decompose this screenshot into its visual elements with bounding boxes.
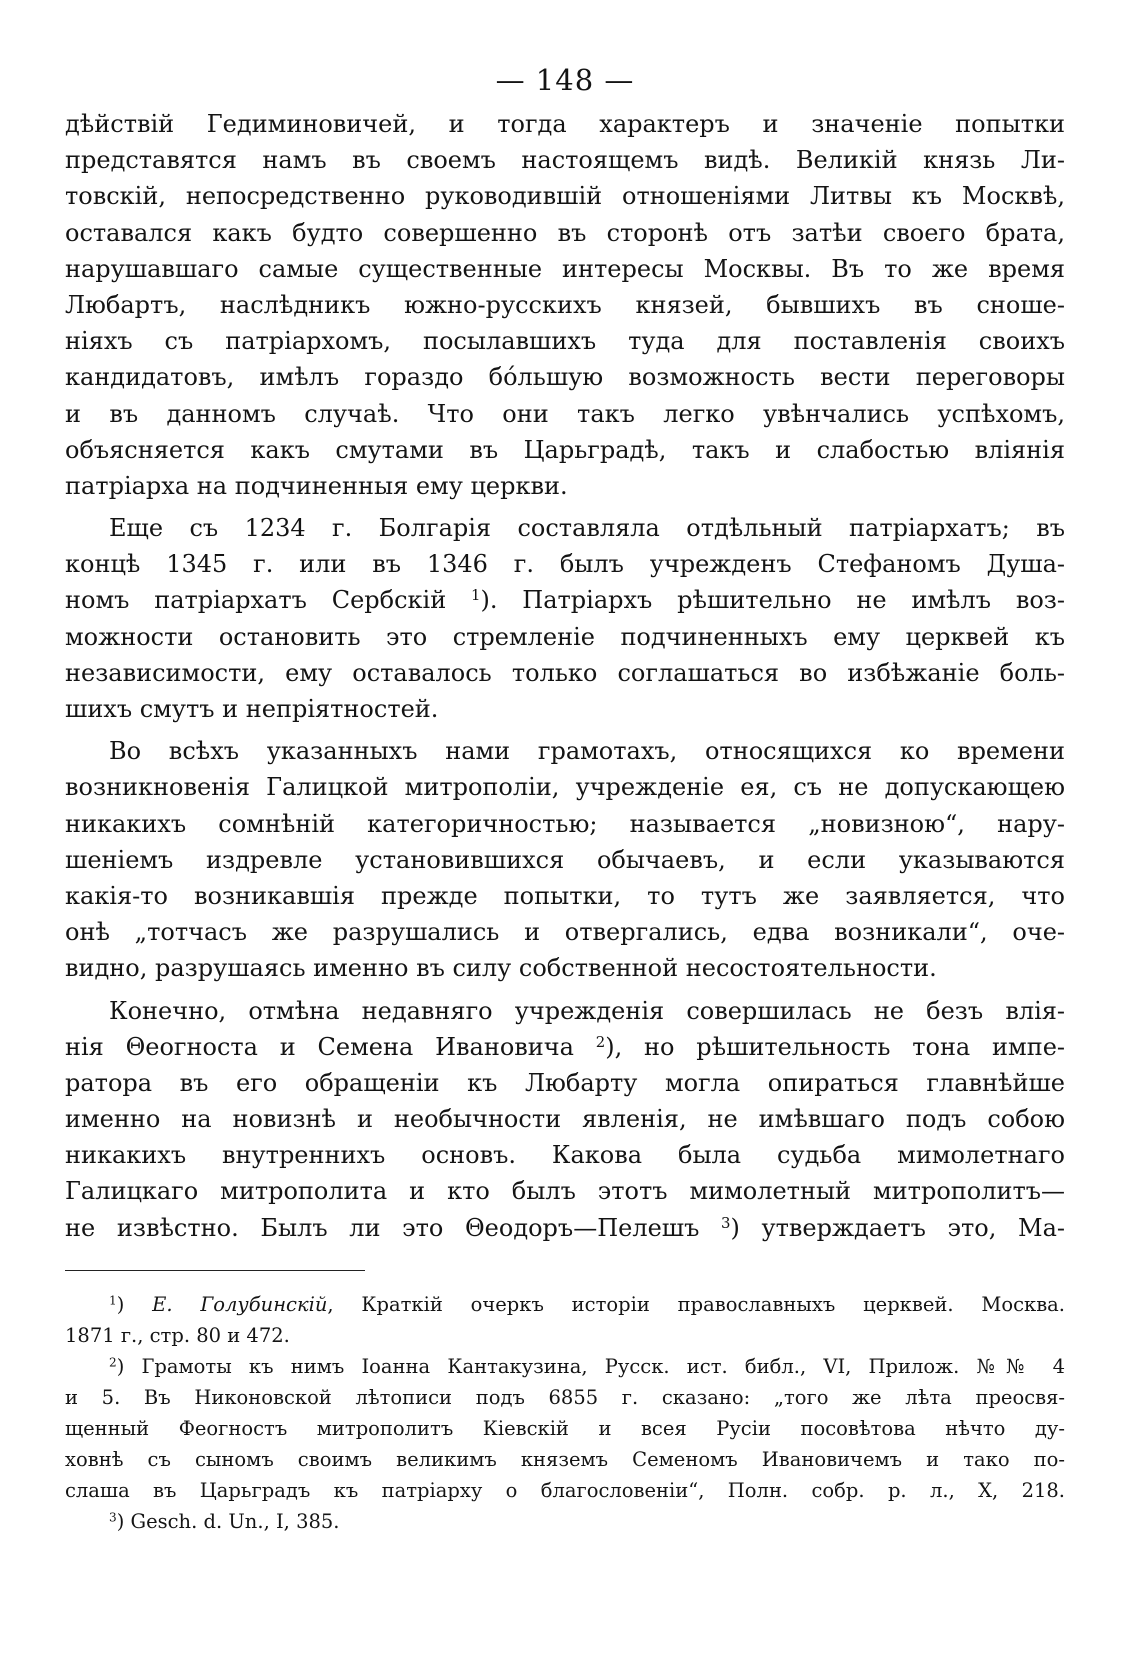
paragraph-3 bbox=[65, 733, 1065, 986]
text-line: кандидатовъ, имѣлъ гораздо бóльшую возможность вести переговоры bbox=[65, 363, 1065, 392]
text-line: патріарха на подчиненныя ему церкви. bbox=[65, 471, 568, 500]
footnote-divider bbox=[65, 1270, 365, 1271]
footnote-ref-1: 1 bbox=[471, 586, 481, 605]
paragraph-2 bbox=[65, 510, 1065, 727]
text-line: можности остановить это стремленіе подчиненныхъ ему церквей къ bbox=[65, 622, 1065, 651]
text-fragment: ) утверждаетъ это, Ма- bbox=[730, 1213, 1065, 1242]
footnote-mark: 2 bbox=[109, 1355, 117, 1370]
text-fragment: нія Θеогноста и Семена Ивановича bbox=[65, 1032, 596, 1061]
footnote-ref-3: 3 bbox=[721, 1213, 731, 1232]
text-line: шихъ смутъ и непріятностей. bbox=[65, 695, 439, 723]
footnote-ref-2: 2 bbox=[595, 1032, 606, 1051]
text-line: дѣйствій Гедиминовичей, и тогда характеръ и значеніе попытки bbox=[65, 110, 1065, 138]
footnote-line: $^1$) Е. Голубинскій, Краткій очеркъ исторіи православныхъ церквей. Москва. bbox=[109, 1292, 1065, 1316]
main-text bbox=[65, 106, 1065, 1246]
footnote-2 bbox=[65, 1351, 1065, 1506]
paragraph-1 bbox=[65, 106, 1065, 504]
footnote-mark: 3 bbox=[109, 1510, 117, 1525]
paragraph-4 bbox=[65, 993, 1065, 1246]
text-line: никакихъ внутреннихъ основъ. Какова была судьба мимолетнаго bbox=[65, 1141, 1065, 1170]
text-line: шеніемъ издревле установившихся обычаевъ, и если указываются bbox=[65, 845, 1065, 874]
text-line: ратора въ его обращеніи къ Любарту могла опираться главнѣйше bbox=[65, 1068, 1065, 1097]
footnotes bbox=[65, 1289, 1065, 1537]
text-line: оставался какъ будто совершенно въ сторонѣ отъ затѣи своего брата, bbox=[65, 218, 1065, 247]
text-fragment: ) Грамоты къ нимъ Іоанна Кантакузина, Русск. ист. библ., VI, Прилож. №№ 4 bbox=[116, 1354, 1065, 1378]
text-line: онѣ „тотчасъ же разрушались и отвергались, едва возникали“, оче- bbox=[65, 918, 1065, 947]
text-fragment: , Краткій очеркъ исторіи православныхъ церквей. Москва. bbox=[327, 1292, 1065, 1316]
footnote-line: слаша въ Царьградъ къ патріарху о благословеніи“, Полн. собр. р. л., X, 218. bbox=[65, 1478, 1065, 1502]
text-line bbox=[65, 1029, 1065, 1065]
text-line: именно на новизнѣ и необычности явленія, не имѣвшаго подъ собою bbox=[65, 1105, 1065, 1134]
footnote-line: и 5. Въ Никоновской лѣтописи подъ 6855 г. сказано: „того же лѣта преосвя- bbox=[65, 1385, 1065, 1409]
text-line: возникновенія Галицкой митрополіи, учрежденіе ея, съ не допускающею bbox=[65, 773, 1065, 802]
footnote-1 bbox=[65, 1289, 1065, 1351]
footnote-author: Е. Голубинскій bbox=[152, 1292, 328, 1316]
footnote-line: щенный Феогностъ митрополитъ Кіевскій и всея Русіи посовѣтова нѣчто ду- bbox=[65, 1416, 1065, 1440]
text-fragment: ), но рѣшительность тона импе- bbox=[605, 1032, 1066, 1061]
text-line: независимости, ему оставалось только соглашаться во избѣжаніе боль- bbox=[65, 658, 1065, 687]
text-line bbox=[65, 582, 1065, 618]
text-fragment: номъ патріархатъ Сербскій bbox=[65, 586, 472, 615]
footnote-line: 1871 г., стр. 80 и 472. bbox=[65, 1323, 290, 1347]
text-line: видно, разрушаясь именно въ силу собственной несостоятельности. bbox=[65, 954, 937, 983]
footnote-line bbox=[65, 1351, 1065, 1382]
footnote-3 bbox=[65, 1506, 1065, 1537]
text-fragment: ). Патріархъ рѣшительно не имѣлъ воз- bbox=[480, 586, 1065, 615]
text-line: концѣ 1345 г. или въ 1346 г. былъ учрежденъ Стефаномъ Душа- bbox=[65, 550, 1065, 579]
footnote-line bbox=[65, 1506, 1065, 1537]
footnote-line: ховнѣ съ сыномъ своимъ великимъ княземъ Семеномъ Ивановичемъ и тако по- bbox=[65, 1447, 1065, 1471]
text-line: никакихъ сомнѣній категоричностью; называется „новизною“, нару- bbox=[65, 809, 1065, 838]
text-fragment: ) Gesch. d. Un., I, 385. bbox=[116, 1509, 340, 1533]
text-line: Галицкаго митрополита и кто былъ этотъ мимолетный митрополитъ— bbox=[65, 1177, 1065, 1206]
footnote-mark: 1 bbox=[109, 1293, 117, 1308]
text-line: Любартъ, наслѣдникъ южно-русскихъ князей, бывшихъ въ сноше- bbox=[65, 290, 1065, 319]
text-line bbox=[65, 1210, 1065, 1246]
text-line: товскій, непосредственно руководившій отношеніями Литвы къ Москвѣ, bbox=[65, 182, 1065, 211]
text-line: представятся намъ въ своемъ настоящемъ видѣ. Великій князь Ли- bbox=[65, 146, 1065, 175]
text-line: ніяхъ съ патріархомъ, посылавшихъ туда для поставленія своихъ bbox=[65, 327, 1065, 356]
text-line: нарушавшаго самые существенные интересы Москвы. Въ то же время bbox=[65, 254, 1065, 283]
text-line: и въ данномъ случаѣ. Что они такъ легко увѣнчались успѣхомъ, bbox=[65, 399, 1065, 428]
text-fragment: не извѣстно. Былъ ли это Θеодоръ—Пелешъ bbox=[65, 1213, 722, 1242]
text-line: какія-то возникавшія прежде попытки, то тутъ же заявляется, что bbox=[65, 881, 1065, 910]
text-line: Во всѣхъ указанныхъ нами грамотахъ, относящихся ко времени bbox=[109, 737, 1065, 766]
text-line: Еще съ 1234 г. Болгарія составляла отдѣльный патріархатъ; въ bbox=[109, 514, 1065, 543]
text-line: Конечно, отмѣна недавняго учрежденія совершилась не безъ влія- bbox=[109, 996, 1065, 1025]
text-line: объясняется какъ смутами въ Царьградѣ, такъ и слабостью вліянія bbox=[65, 435, 1065, 464]
book-page bbox=[65, 60, 1065, 1537]
page-number: — 148 — bbox=[495, 63, 635, 97]
